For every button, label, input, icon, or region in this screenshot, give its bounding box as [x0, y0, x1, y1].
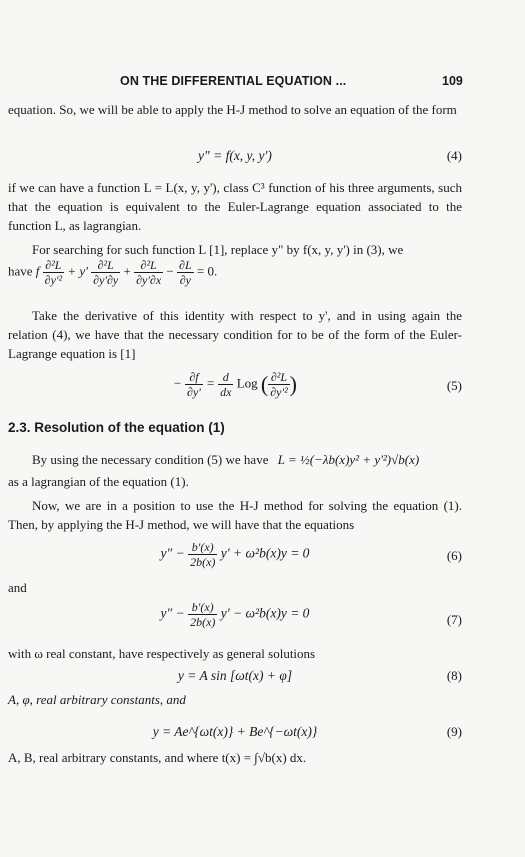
equation-7	[8, 598, 462, 638]
eq3-plus-1: + y'	[67, 263, 88, 279]
eq5-equals: =	[206, 375, 215, 391]
eq5-minus: −	[173, 375, 182, 391]
eq7-den: 2b(x)	[190, 615, 216, 629]
p5-text: By using the necessary condition (5) we have	[32, 452, 269, 467]
equation-5-number: (5)	[446, 378, 462, 393]
eq3-frac-1-num: ∂²L	[43, 258, 64, 273]
eq3-frac-4	[177, 258, 194, 287]
eq5-dx: dx	[220, 385, 232, 399]
paragraph-7: with ω real constant, have respectively as general solutions	[8, 646, 316, 661]
eq3-frac-2-num: ∂²L	[91, 258, 120, 273]
eq6-frac	[188, 540, 217, 569]
page-number: 109	[442, 74, 463, 88]
eq3-plus-2: +	[123, 263, 131, 279]
equation-9-number: (9)	[446, 724, 462, 739]
eq6-left: y" −	[160, 545, 185, 561]
equation-8-body: y = A sin [ωt(x) + φ]	[177, 668, 293, 683]
paragraph-3-line-1: For searching for such function L [1], replace y" by f(x, y, y') in (3), we	[32, 242, 404, 257]
paragraph-5-line-1	[32, 452, 419, 468]
have-word: have	[8, 263, 33, 279]
eq3-frac-3	[134, 258, 163, 287]
eq5-frac-d2L	[268, 370, 289, 399]
eq5-dy2: ∂y'²	[270, 385, 288, 399]
equation-9-body: y = Ae^{ωt(x)} + Be^{−ωt(x)}	[152, 724, 318, 739]
eq3-f: f	[35, 263, 40, 279]
eq3-frac-2	[91, 258, 120, 287]
paragraph-4: Take the derivative of this identity with respect to y', and in using again the relation (4), we have that the necessary condition for to be of the form of the Euler-Lagrange equation is [1]	[8, 308, 462, 361]
paragraph-1: equation. So, we will be able to apply the H-J method to solve an equation of the form	[8, 102, 457, 117]
paragraph-9: A, B, real arbitrary constants, and where t(x) = ∫√b(x) dx.	[8, 750, 307, 765]
eq5-d2L: ∂²L	[268, 370, 289, 385]
eq7-num: b'(x)	[188, 600, 217, 615]
equation-8-number: (8)	[446, 668, 462, 683]
equation-7-body	[8, 600, 462, 629]
eq5-df: ∂f	[185, 370, 203, 385]
eq3-frac-4-den: ∂y	[179, 273, 191, 287]
eq5-d: d	[218, 370, 233, 385]
eq5-dyp: ∂y'	[187, 385, 201, 399]
eq5-log: Log	[236, 375, 258, 391]
eq6-num: b'(x)	[188, 540, 217, 555]
eq5-frac-df	[185, 370, 203, 399]
paragraph-8: A, φ, real arbitrary constants, and	[8, 692, 186, 707]
equation-7-number: (7)	[446, 612, 462, 627]
equation-3-inline	[8, 258, 217, 287]
eq6-right: y' + ω²b(x)y = 0	[220, 545, 310, 561]
paragraph-6: Now, we are in a position to use the H-J method for solving the equation (1). Then, by applying the H-J method, we will have that the equations	[8, 498, 462, 532]
eq3-frac-1-den: ∂y'²	[44, 273, 63, 287]
eq3-minus: −	[166, 263, 174, 279]
eq5-frac-ddx	[218, 370, 233, 399]
running-header	[0, 74, 525, 92]
equation-6	[8, 538, 462, 578]
eq3-frac-3-num: ∂²L	[134, 258, 163, 273]
eq7-right: y' − ω²b(x)y = 0	[220, 605, 310, 621]
equation-4	[8, 146, 462, 170]
equation-6-body	[8, 540, 462, 569]
equation-4-body: y" = f(x, y, y')	[198, 148, 272, 163]
section-heading: 2.3. Resolution of the equation (1)	[8, 420, 225, 435]
equation-5-body: − $\frac{\partial f}{\partial y'}$ = $\frac{d}{dx}$ Log ( $\frac{\text{∂²L}}{\text{∂y'²}}$ )	[173, 370, 297, 399]
running-title: ON THE DIFFERENTIAL EQUATION ...	[120, 74, 347, 88]
eq3-end: = 0.	[196, 263, 218, 279]
equation-9	[8, 722, 462, 746]
equation-8	[8, 666, 462, 690]
p5-lagrangian: L = ½(−λb(x)y² + y'²)√b(x)	[277, 452, 420, 467]
eq3-frac-3-den: ∂y'∂x	[136, 273, 162, 287]
equation-6-number: (6)	[446, 548, 462, 563]
eq3-frac-1	[43, 258, 64, 287]
eq6-den: 2b(x)	[190, 555, 216, 569]
equation-5	[8, 368, 462, 408]
and-word: and	[8, 580, 27, 595]
eq3-frac-4-num: ∂L	[179, 258, 192, 272]
equation-4-number: (4)	[446, 148, 462, 163]
eq3-frac-2-den: ∂y'∂y	[93, 273, 119, 287]
eq7-frac	[188, 600, 217, 629]
eq7-left: y" −	[160, 605, 185, 621]
paragraph-2: if we can have a function L = L(x, y, y'), class C³ function of his three arguments, such that the equation is equivalent to the Euler-Lagrange equation associated to the function L, as lagrangian.	[8, 180, 462, 233]
paragraph-5-line-2: as a lagrangian of the equation (1).	[8, 474, 189, 489]
